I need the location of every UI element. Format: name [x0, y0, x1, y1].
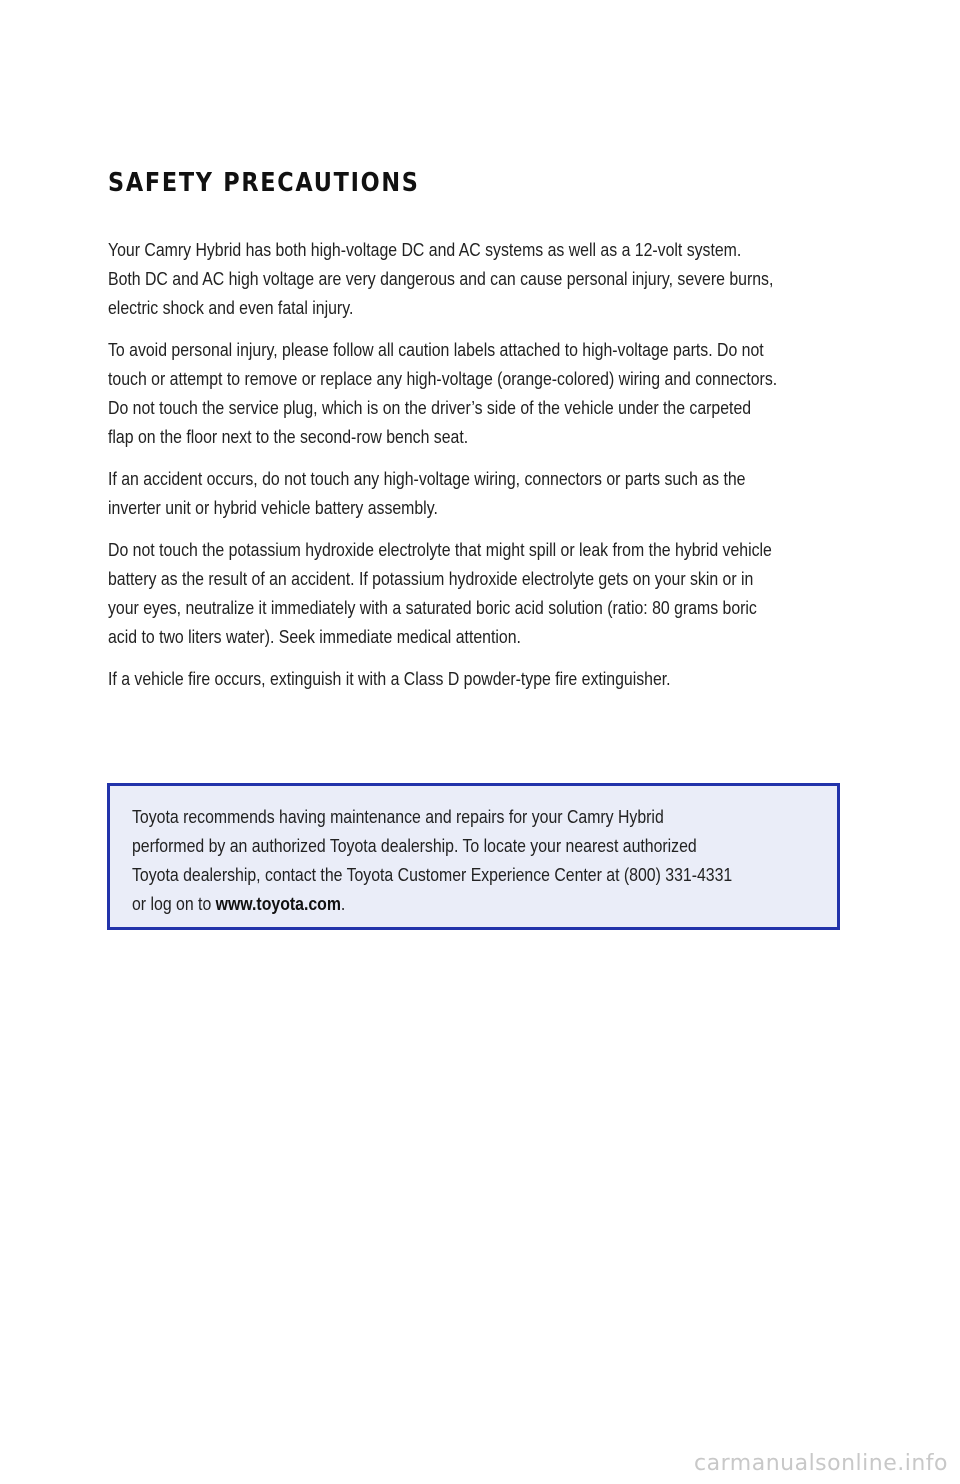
paragraph-high-voltage-systems: Your Camry Hybrid has both high-voltage DC and AC systems as well as a 12-volt system. Both DC and AC high voltage are very dangerous and can cause personal injury, severe burns, electric shock and even fatal injury. — [108, 240, 774, 318]
site-watermark: carmanualsonline.info — [694, 1451, 948, 1476]
paragraph-accident: If an accident occurs, do not touch any high-voltage wiring, connectors or parts such as the inverter unit or hybrid vehicle battery assembly. — [108, 469, 746, 518]
dealership-info-body: Toyota recommends having maintenance and repairs for your Camry Hybrid performed by an authorized Toyota dealership. To locate your nearest authorized Toyota dealership, contact the Toyota Customer Experience Center at (800) 331-4331 or log on to — [132, 807, 733, 914]
paragraph-caution-labels: To avoid personal injury, please follow all caution labels attached to high-voltage parts. Do not touch or attempt to remove or replace any high-voltage (orange-colored) wiring and connectors. Do not touch the service plug, which is on the driver’s side of the vehicle under the carpeted flap on the floor next to the second-row bench seat. — [108, 340, 778, 447]
paragraph-vehicle-fire: If a vehicle fire occurs, extinguish it with a Class D powder-type fire extinguisher. — [108, 669, 671, 689]
page-title: SAFETY PRECAUTIONS — [108, 168, 420, 198]
paragraph-electrolyte: Do not touch the potassium hydroxide electrolyte that might spill or leak from the hybrid vehicle battery as the result of an accident. If potassium hydroxide electrolyte gets on your skin or in your eyes, neutralize it immediately with a saturated boric acid solution (ratio: 80 grams boric acid to two liters water). Seek immediate medical attention. — [108, 540, 772, 647]
toyota-website-link[interactable]: www.toyota.com — [215, 894, 341, 914]
safety-text-body — [108, 236, 958, 707]
dealership-info-box — [107, 783, 840, 930]
dealership-info-text — [132, 803, 827, 919]
dealership-info-period: . — [340, 894, 346, 914]
